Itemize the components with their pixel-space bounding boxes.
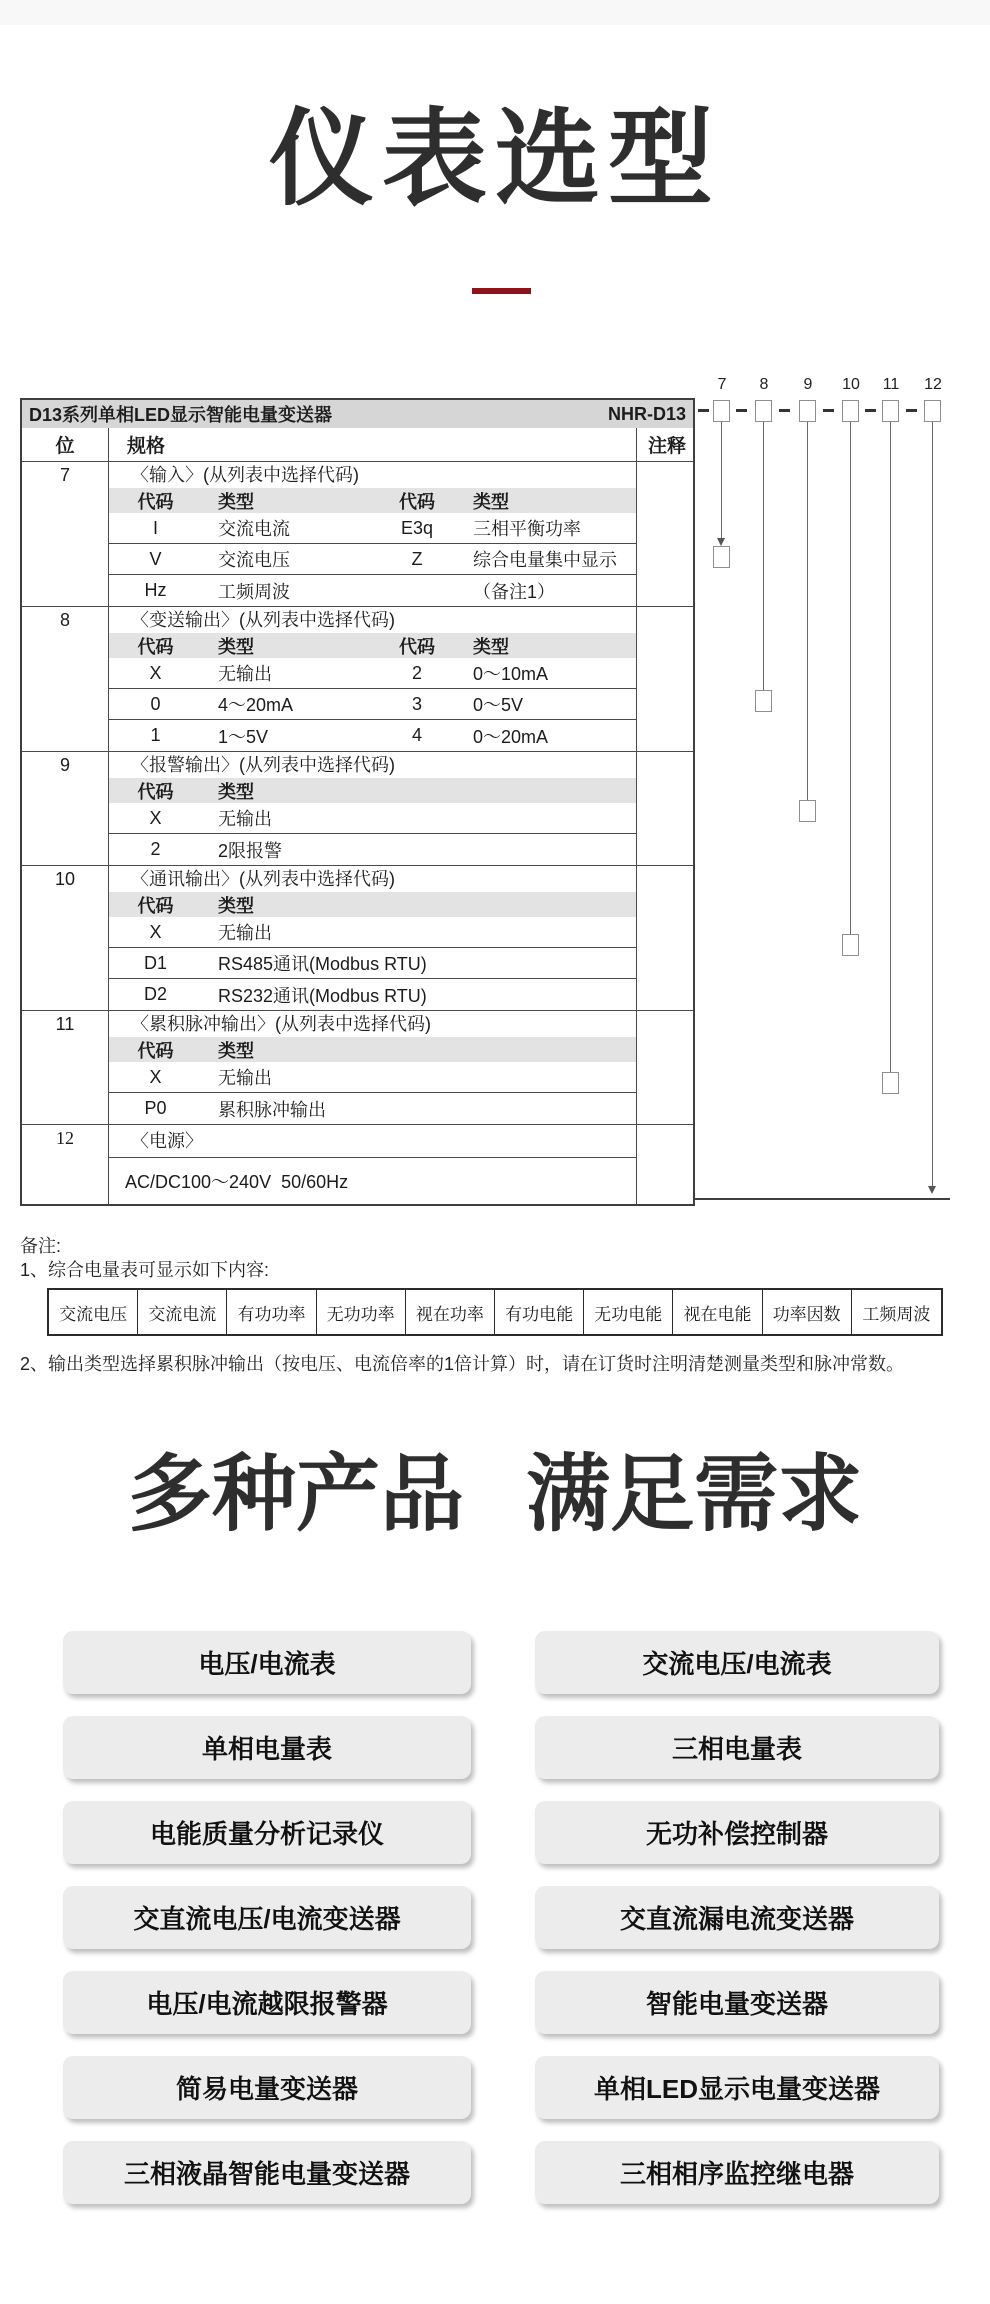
spec-row: D2 RS232通讯(Modbus RTU): [143, 984, 427, 1006]
code-box-12: [924, 400, 941, 422]
product-button-three-phase-meter[interactable]: 三相电量表: [535, 1716, 939, 1779]
spec-row: X 无输出: [109, 917, 636, 948]
digit-position-12: 12: [924, 376, 942, 393]
code-dash: [823, 409, 834, 412]
spec-section-pulse-output: [22, 1011, 693, 1125]
display-item: 有功电能: [495, 1290, 584, 1334]
product-button-limit-alarm[interactable]: 电压/电流越限报警器: [63, 1971, 471, 2034]
pointer-arrow-7: [717, 538, 725, 546]
spec-row: X 无输出: [109, 1062, 636, 1093]
page-title: 仪表选型: [268, 101, 721, 218]
spec-column-header: [22, 428, 693, 462]
code-box-11: [882, 400, 899, 422]
note-2: 2、输出类型选择累积脉冲输出（按电压、电流倍率的1倍计算）时，请在订货时注明清楚测量类型和脉冲常数。: [20, 1354, 905, 1374]
section-subheader: 代码 类型 代码 类型: [109, 488, 636, 513]
note-cell: [637, 462, 697, 606]
section-title: 〈通讯输出〉(从列表中选择代码): [131, 869, 395, 889]
note-cell: [637, 1011, 697, 1124]
spec-table-header: [22, 400, 693, 428]
spec-section-power: [22, 1125, 693, 1204]
spec-section-input: [22, 462, 693, 607]
digit-position-8: 8: [759, 376, 769, 393]
section-title: 〈变送输出〉(从列表中选择代码): [131, 610, 395, 630]
position-number: 10: [22, 866, 109, 1010]
product-button-power-quality-recorder[interactable]: 电能质量分析记录仪: [63, 1801, 471, 1864]
display-item: 工频周波: [862, 1304, 931, 1324]
code-box-8: [755, 400, 772, 422]
target-box-11: [882, 1072, 899, 1094]
product-button-phase-sequence-relay[interactable]: 三相相序监控继电器: [535, 2141, 939, 2204]
pointer-line-12: [932, 422, 933, 1186]
target-box-9: [799, 800, 816, 822]
pointer-line-8: [763, 422, 764, 690]
code-dash: [906, 409, 917, 412]
display-item: 视在电能: [673, 1290, 762, 1334]
spec-row: 2 2限报警: [150, 839, 283, 861]
spec-section-alarm-output: [22, 752, 693, 866]
code-box-9: [799, 400, 816, 422]
col-note: 注释: [647, 436, 686, 457]
spec-row: X 无输出: [109, 803, 636, 834]
display-item: 交流电流: [138, 1290, 227, 1334]
note-1: 1、综合电量表可显示如下内容:: [20, 1260, 270, 1280]
title-accent-bar: [472, 288, 531, 294]
spec-row: Hz 工频周波 （备注1）: [144, 580, 556, 602]
digit-position-9: 9: [803, 376, 813, 393]
product-button-column-right: [535, 1631, 939, 2204]
section-title: 〈输入〉(从列表中选择代码): [131, 465, 359, 485]
position-number: 9: [22, 752, 109, 865]
display-item: 交流电压: [49, 1290, 138, 1334]
code-dash: [865, 409, 876, 412]
product-button-acdc-voltage-current-transmitter[interactable]: 交直流电压/电流变送器: [63, 1886, 471, 1949]
section-subheader: 代码 类型 代码 类型: [109, 633, 636, 658]
display-item: 有功功率: [227, 1290, 316, 1334]
section-subheader: 代码 类型: [109, 1037, 636, 1062]
digit-position-7: 7: [717, 376, 727, 393]
spec-row: I 交流电流 E3q 三相平衡功率: [109, 513, 636, 544]
target-box-10: [842, 934, 859, 956]
note-cell: [637, 1125, 697, 1204]
spec-section-transmit-output: [22, 607, 693, 752]
pointer-line-11: [890, 422, 891, 1072]
col-position: 位: [22, 428, 109, 461]
product-button-ac-voltage-current-meter[interactable]: 交流电压/电流表: [535, 1631, 939, 1694]
spec-row: P0 累积脉冲输出: [144, 1098, 326, 1120]
spec-row: D1 RS485通讯(Modbus RTU): [109, 948, 636, 979]
product-button-single-phase-meter[interactable]: 单相电量表: [63, 1716, 471, 1779]
product-button-single-phase-led-transmitter[interactable]: 单相LED显示电量变送器: [535, 2056, 939, 2119]
digit-position-10: 10: [842, 376, 860, 393]
section-subheader: 代码 类型: [109, 778, 636, 803]
code-dash: [736, 409, 747, 412]
code-box-10: [842, 400, 859, 422]
product-button-smart-transmitter[interactable]: 智能电量变送器: [535, 1971, 939, 2034]
position-number: 7: [22, 462, 109, 606]
display-item: 无功功率: [317, 1290, 406, 1334]
spec-table: [20, 398, 695, 1206]
section-title: 〈报警输出〉(从列表中选择代码): [131, 755, 395, 775]
target-box-7: [713, 546, 730, 568]
position-number: 8: [22, 607, 109, 751]
col-spec: 规格: [109, 428, 637, 461]
spec-row: X 无输出 2 0～10mA: [109, 658, 636, 689]
display-item: 功率因数: [763, 1290, 852, 1334]
digit-position-11: 11: [882, 376, 900, 393]
spec-row: 1 1～5V 4 0～20mA: [150, 725, 549, 747]
position-number: 11: [22, 1011, 109, 1124]
products-heading-right: 满足需求: [526, 1447, 863, 1541]
display-item: 无功电能: [584, 1290, 673, 1334]
spec-section-communication-output: [22, 866, 693, 1011]
pointer-line-9: [807, 422, 808, 800]
spec-row: AC/DC100～240V 50/60Hz: [125, 1172, 349, 1192]
code-box-7: [713, 400, 730, 422]
target-box-8: [755, 690, 772, 712]
products-heading: [0, 1448, 990, 1540]
product-button-leakage-current-transmitter[interactable]: 交直流漏电流变送器: [535, 1886, 939, 1949]
pointer-line-7: [721, 422, 722, 538]
spec-row: 0 4～20mA 3 0～5V: [109, 689, 636, 720]
products-heading-left: 多种产品: [127, 1447, 464, 1541]
note-cell: [637, 752, 697, 865]
code-dash: [779, 409, 790, 412]
spec-row: V 交流电压 Z 综合电量集中显示: [109, 544, 636, 575]
section-subheader: 代码 类型: [109, 892, 636, 917]
pointer-line-10: [850, 422, 851, 934]
display-items-table: [47, 1288, 943, 1336]
pointer-arrow-12: [928, 1186, 936, 1194]
note-cell: [637, 607, 697, 751]
code-dash: [698, 409, 709, 412]
product-button-voltage-current-meter[interactable]: 电压/电流表: [63, 1631, 471, 1694]
display-item: 视在功率: [406, 1290, 495, 1334]
model-code: NHR-D13: [607, 403, 686, 424]
section-title: 〈累积脉冲输出〉(从列表中选择代码): [131, 1014, 431, 1034]
note-cell: [637, 866, 697, 1010]
product-button-simple-transmitter[interactable]: 简易电量变送器: [63, 2056, 471, 2119]
product-name: D13系列单相LED显示智能电量变送器: [29, 405, 333, 425]
product-button-three-phase-lcd-transmitter[interactable]: 三相液晶智能电量变送器: [63, 2141, 471, 2204]
product-button-column-left: [63, 1631, 471, 2204]
table-bottom-extension-line: [693, 1198, 950, 1200]
top-band: [0, 0, 990, 25]
section-title: 〈电源〉: [109, 1125, 636, 1158]
product-button-reactive-compensation-controller[interactable]: 无功补偿控制器: [535, 1801, 939, 1864]
position-number: 12: [22, 1125, 109, 1204]
notes-label: 备注:: [20, 1236, 62, 1256]
